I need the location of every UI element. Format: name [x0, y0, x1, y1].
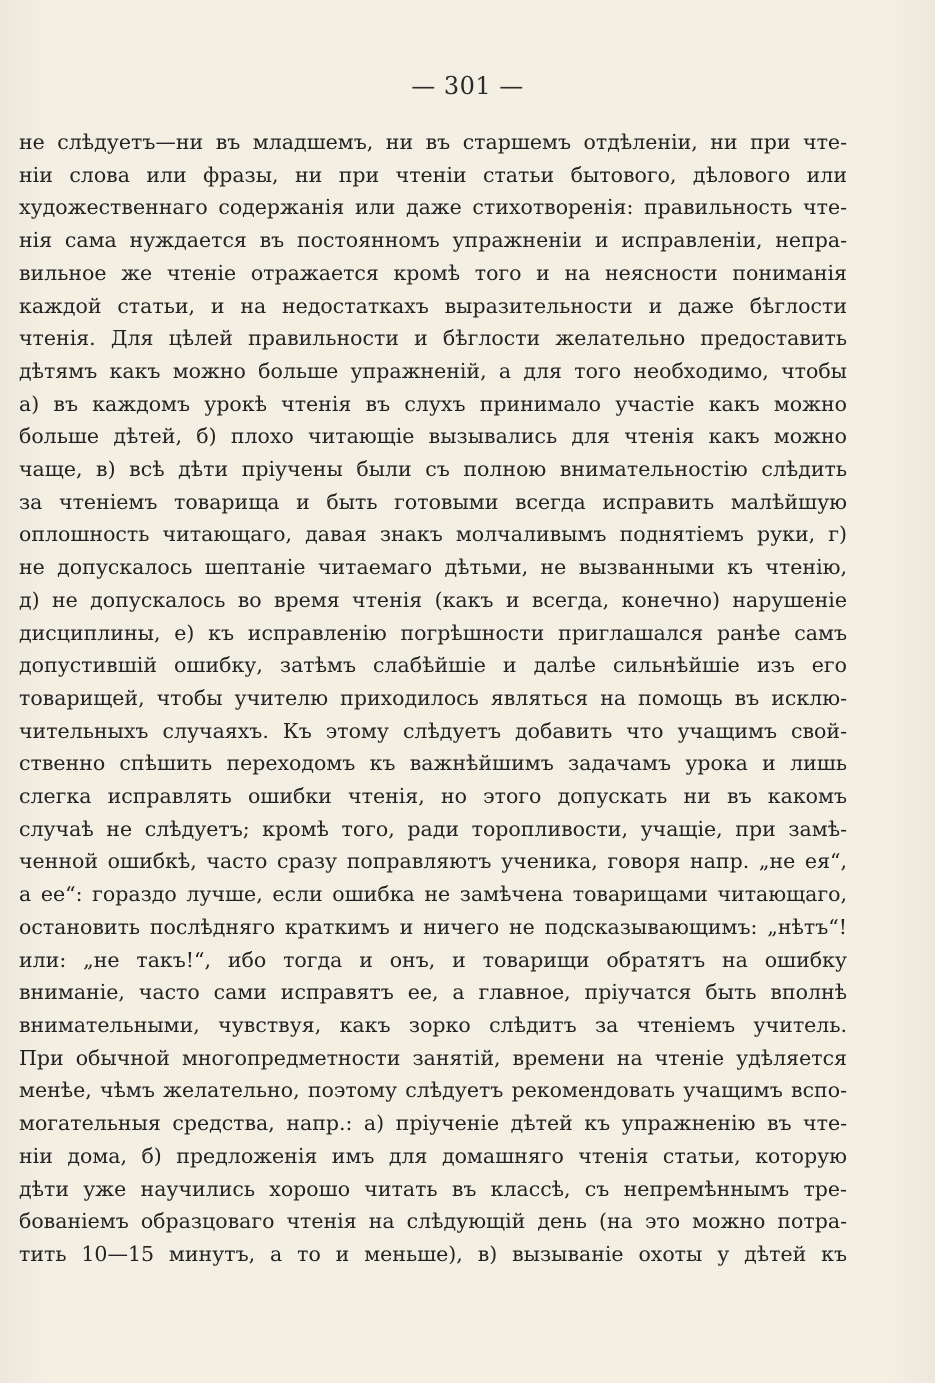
- text-line: допустившій ошибку, затѣмъ слабѣйшіе и далѣе сильнѣйшіе изъ его: [19, 653, 847, 678]
- text-line: дѣтямъ какъ можно больше упражненій, а для того необходимо, чтобы: [19, 358, 847, 383]
- text-line: вниманіе, часто сами исправятъ ее, а главное, пріучатся быть вполнѣ: [19, 980, 847, 1005]
- text-line: а) въ каждомъ урокѣ чтенія въ слухъ принимало участіе какъ можно: [19, 391, 847, 416]
- text-line: дисциплины, е) къ исправленію погрѣшности приглашался ранѣе самъ: [19, 620, 847, 645]
- text-line: больше дѣтей, б) плохо читающіе вызывались для чтенія какъ можно: [19, 424, 847, 449]
- text-line: д) не допускалось во время чтенія (какъ и всегда, конечно) нарушеніе: [19, 587, 847, 612]
- text-line: не слѣдуетъ—ни въ младшемъ, ни въ старшемъ отдѣленіи, ни при чте-: [19, 130, 847, 154]
- text-line: за чтеніемъ товарища и быть готовыми всегда исправить малѣйшую: [19, 489, 847, 514]
- text-line: внимательными, чувствуя, какъ зорко слѣдитъ за чтеніемъ учитель.: [19, 1012, 847, 1037]
- body-text: [19, 126, 847, 1271]
- text-line: могательныя средства, напр.: а) пріученіе дѣтей къ упражненію въ чте-: [19, 1111, 847, 1136]
- text-line: бованіемъ образцоваго чтенія на слѣдующій день (на это можно потра-: [19, 1209, 847, 1234]
- text-line: товарищей, чтобы учителю приходилось являться на помощь въ исклю-: [19, 685, 847, 710]
- text-line: При обычной многопредметности занятій, времени на чтеніе удѣляется: [19, 1045, 847, 1070]
- text-line: слегка исправлять ошибки чтенія, но этого допускать ни въ какомъ: [19, 784, 847, 809]
- text-line: чтенія. Для цѣлей правильности и бѣглости желательно предоставить: [19, 326, 847, 351]
- text-line: оплошность читающаго, давая знакъ молчаливымъ поднятіемъ руки, г): [19, 522, 847, 547]
- text-line: художественнаго содержанія или даже стихотворенія: правильность чте-: [19, 195, 847, 220]
- text-line: менѣе, чѣмъ желательно, поэтому слѣдуетъ рекомендовать учащимъ вспо-: [19, 1078, 847, 1103]
- text-line: или: „не такъ!“, ибо тогда и онъ, и товарищи обратятъ на ошибку: [19, 947, 847, 972]
- text-line: дѣти уже научились хорошо читать въ классѣ, съ непремѣннымъ тре-: [19, 1176, 847, 1201]
- text-line: нія сама нуждается въ постоянномъ упражненіи и исправленіи, непра-: [19, 228, 847, 253]
- text-line: ственно спѣшить переходомъ къ важнѣйшимъ задачамъ урока и лишь: [19, 751, 847, 776]
- text-line: тить 10—15 минутъ, а то и меньше), в) вызываніе охоты у дѣтей къ: [19, 1241, 847, 1266]
- text-line: остановить послѣдняго краткимъ и ничего не подсказывающимъ: „нѣтъ“!: [19, 914, 847, 939]
- text-line: каждой статьи, и на недостаткахъ выразительности и даже бѣглости: [19, 293, 847, 318]
- text-line: случаѣ не слѣдуетъ; кромѣ того, ради торопливости, учащіе, при замѣ-: [19, 816, 847, 841]
- text-line: ніи дома, б) предложенія имъ для домашняго чтенія статьи, которую: [19, 1143, 847, 1168]
- text-line: ченной ошибкѣ, часто сразу поправляютъ ученика, говоря напр. „не ея“,: [19, 849, 847, 874]
- page-number: — 301 —: [411, 72, 524, 100]
- text-line: вильное же чтеніе отражается кромѣ того и на неясности пониманія: [19, 260, 847, 285]
- text-line: чаще, в) всѣ дѣти пріучены были съ полною внимательностію слѣдить: [19, 457, 847, 482]
- text-line: а ее“: гораздо лучше, если ошибка не замѣчена товарищами читающаго,: [19, 882, 847, 907]
- text-line: чительныхъ случаяхъ. Къ этому слѣдуетъ добавить что учащимъ свой-: [19, 718, 847, 743]
- text-line: не допускалось шептаніе читаемаго дѣтьми, не вызванными къ чтенію,: [19, 555, 847, 580]
- text-line: ніи слова или фразы, ни при чтеніи статьи бытового, дѣлового или: [19, 162, 847, 187]
